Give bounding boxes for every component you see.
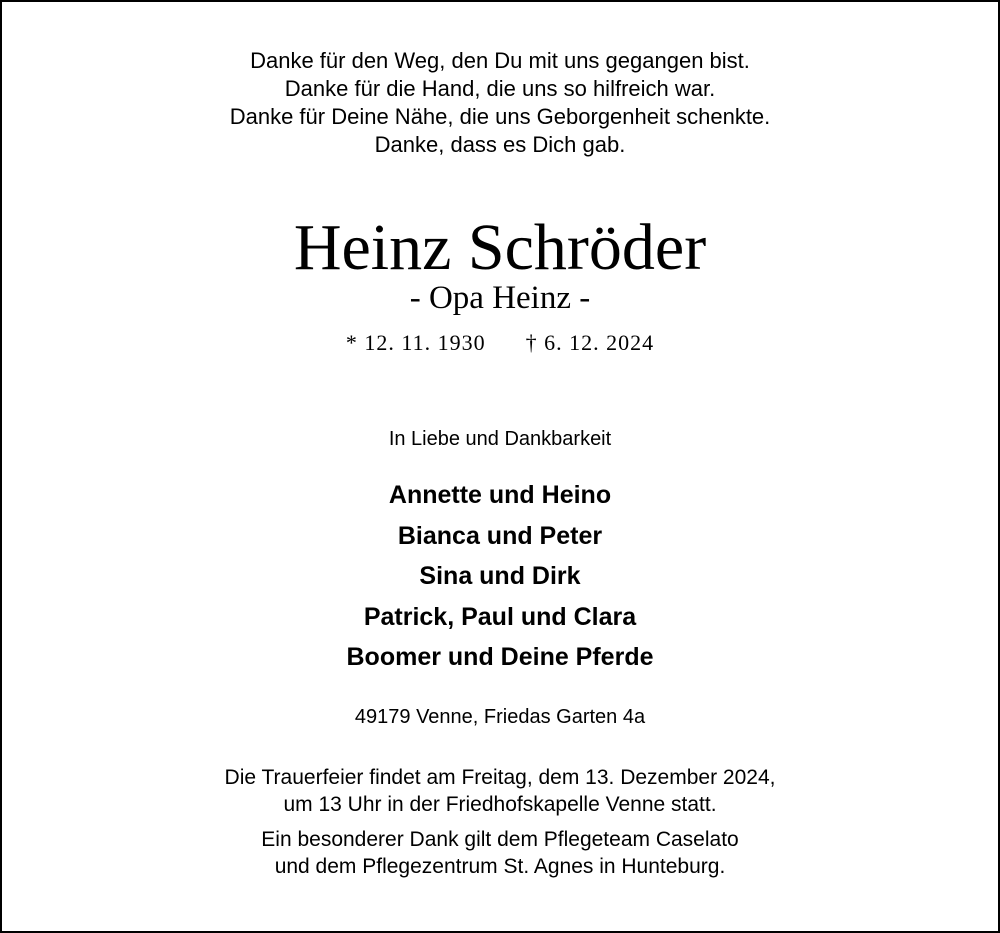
thanks-line: und dem Pflegezentrum St. Agnes in Hunteburg. [274,855,726,878]
poem [2,47,998,159]
poem-line: Danke, dass es Dich gab. [374,132,626,157]
poem-line: Danke für Deine Nähe, die uns Geborgenheit schenkte. [229,104,771,129]
poem-line: Danke für die Hand, die uns so hilfreich war. [284,76,716,101]
family-address: 49179 Venne, Friedas Garten 4a [354,706,646,728]
birth-date: * 12. 11. 1930 [345,330,486,355]
mourner-entry: Boomer und Deine Pferde [346,643,654,671]
dedication-text: In Liebe und Dankbarkeit [388,428,612,450]
life-dates [2,328,998,358]
mourner-entry: Annette und Heino [388,481,612,509]
deceased-nickname: - Opa Heinz - [409,280,591,316]
mourner-entry: Sina und Dirk [419,562,581,590]
thanks-line: Ein besonderer Dank gilt dem Pflegeteam Caselato [261,828,739,851]
death-date: † 6. 12. 2024 [525,330,655,355]
funeral-line: Die Trauerfeier findet am Freitag, dem 13. Dezember 2024, [224,766,776,789]
mourners-list [2,475,998,678]
mourner-entry: Patrick, Paul und Clara [363,602,637,631]
funeral-line: um 13 Uhr in der Friedhofskapelle Venne statt. [283,793,717,816]
funeral-info [2,764,998,818]
special-thanks [2,826,998,880]
deceased-name: Heinz Schröder [293,211,707,284]
poem-line: Danke für den Weg, den Du mit uns gegangen bist. [250,48,750,73]
mourner-entry: Bianca und Peter [397,521,603,550]
